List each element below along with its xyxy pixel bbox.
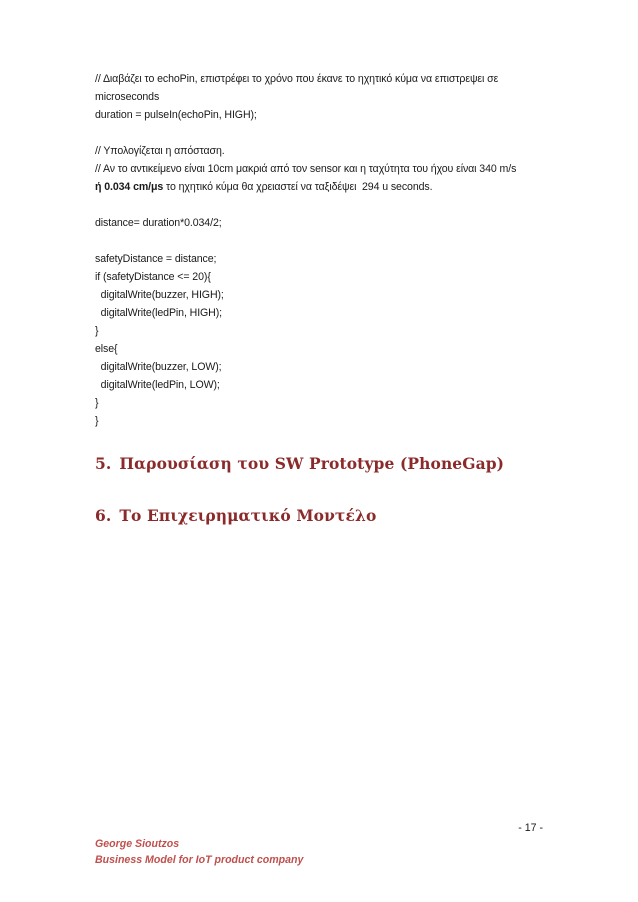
speed-description: το ηχητικό κύμα θα χρειαστεί να ταξιδέψει 294 u seconds. bbox=[163, 181, 433, 193]
code-listing bbox=[95, 70, 565, 430]
comment-line: // Διαβάζει το echoPin, επιστρέφει το χρόνο που έκανε το ηχητικό κύμα να επιστρεψει σε bbox=[95, 73, 499, 85]
speed-value: ή 0.034 cm/μs bbox=[95, 181, 164, 193]
section-number: 6. bbox=[95, 506, 112, 525]
code-line: if (safetyDistance <= 20){ bbox=[95, 271, 211, 283]
page-number: - 17 - bbox=[518, 822, 543, 834]
section-title: Παρουσίαση του SW Prototype (PhoneGap) bbox=[119, 454, 505, 473]
footer bbox=[95, 836, 303, 868]
code-line: duration = pulseIn(echoPin, HIGH); bbox=[95, 109, 257, 121]
code-line: else{ bbox=[95, 343, 118, 355]
footer-title: Business Model for IoT product company bbox=[95, 854, 304, 866]
code-line: safetyDistance = distance; bbox=[95, 253, 217, 265]
blank-line bbox=[95, 124, 565, 142]
code-line: digitalWrite(ledPin, LOW); bbox=[95, 379, 220, 391]
code-line: digitalWrite(ledPin, HIGH); bbox=[95, 307, 223, 319]
blank-line bbox=[95, 232, 565, 250]
blank-line bbox=[95, 196, 565, 214]
section-heading-5 bbox=[95, 454, 504, 473]
section-number: 5. bbox=[95, 454, 112, 473]
code-line: } bbox=[95, 325, 99, 337]
code-line: digitalWrite(buzzer, HIGH); bbox=[95, 289, 224, 301]
footer-author: George Sioutzos bbox=[95, 838, 180, 850]
comment-line: // Υπολογίζεται η απόσταση. bbox=[95, 145, 225, 157]
comment-line: microseconds bbox=[95, 91, 160, 103]
code-line: digitalWrite(buzzer, LOW); bbox=[95, 361, 222, 373]
code-line: } bbox=[95, 397, 99, 409]
comment-line: // Αν το αντικείμενο είναι 10cm μακριά από τον sensor και η ταχύτητα του ήχου είναι 340 m/s bbox=[95, 163, 517, 175]
code-line: distance= duration*0.034/2; bbox=[95, 217, 222, 229]
section-title: Το Επιχειρηματικό Μοντέλο bbox=[119, 506, 377, 525]
section-heading-6 bbox=[95, 506, 376, 525]
code-line: } bbox=[95, 415, 99, 427]
comment-line bbox=[95, 178, 565, 196]
